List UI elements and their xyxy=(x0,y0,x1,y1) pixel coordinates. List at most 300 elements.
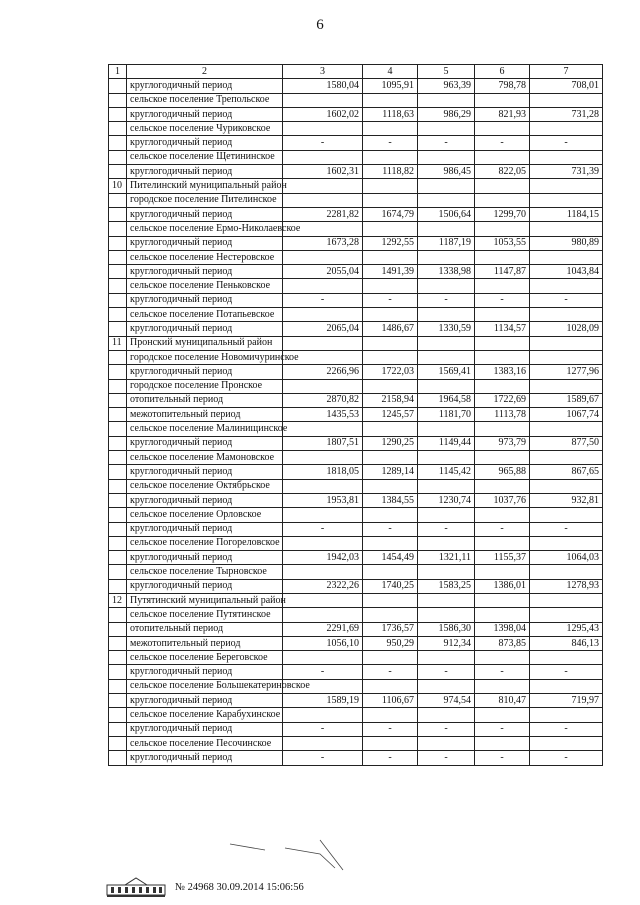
empty-cell xyxy=(283,179,363,193)
data-row xyxy=(109,551,603,565)
value-cell: 1299,70 xyxy=(475,207,530,221)
district-row xyxy=(109,336,603,350)
data-row xyxy=(109,165,603,179)
value-cell: - xyxy=(283,293,363,307)
data-row xyxy=(109,493,603,507)
value-cell: 1673,28 xyxy=(283,236,363,250)
value-cell: 1147,87 xyxy=(475,265,530,279)
period-label: круглогодичный период xyxy=(127,236,283,250)
value-cell: 1589,67 xyxy=(530,393,603,407)
period-label: круглогодичный период xyxy=(127,522,283,536)
value-cell: 2291,69 xyxy=(283,622,363,636)
index-cell xyxy=(109,651,127,665)
settlement-row xyxy=(109,536,603,550)
value-cell: 1067,74 xyxy=(530,408,603,422)
value-cell: 1321,11 xyxy=(418,551,475,565)
settlement-name: сельское поселение Потапьевское xyxy=(127,308,283,322)
district-name: Путятинский муниципальный район xyxy=(127,593,283,607)
period-label: круглогодичный период xyxy=(127,722,283,736)
index-cell xyxy=(109,694,127,708)
value-cell: 1807,51 xyxy=(283,436,363,450)
index-cell xyxy=(109,236,127,250)
empty-cell xyxy=(530,422,603,436)
settlement-name: сельское поселение Тырновское xyxy=(127,565,283,579)
empty-cell xyxy=(283,451,363,465)
value-cell: 980,89 xyxy=(530,236,603,250)
index-cell xyxy=(109,436,127,450)
data-row xyxy=(109,322,603,336)
empty-cell xyxy=(530,150,603,164)
empty-cell xyxy=(530,736,603,750)
empty-cell xyxy=(475,679,530,693)
value-cell: 1383,16 xyxy=(475,365,530,379)
value-cell: 1056,10 xyxy=(283,636,363,650)
settlement-name: сельское поселение Щетининское xyxy=(127,150,283,164)
empty-cell xyxy=(363,122,418,136)
settlement-name: сельское поселение Путятинское xyxy=(127,608,283,622)
value-cell: - xyxy=(283,722,363,736)
data-row xyxy=(109,107,603,121)
empty-cell xyxy=(530,708,603,722)
period-label: круглогодичный период xyxy=(127,551,283,565)
settlement-row xyxy=(109,350,603,364)
empty-cell xyxy=(418,350,475,364)
empty-cell xyxy=(363,508,418,522)
value-cell: 986,29 xyxy=(418,107,475,121)
value-cell: - xyxy=(363,665,418,679)
value-cell: 846,13 xyxy=(530,636,603,650)
period-label: круглогодичный период xyxy=(127,493,283,507)
value-cell: - xyxy=(418,136,475,150)
index-cell xyxy=(109,350,127,364)
empty-cell xyxy=(363,608,418,622)
index-cell xyxy=(109,636,127,650)
empty-cell xyxy=(363,679,418,693)
empty-cell xyxy=(475,150,530,164)
index-cell xyxy=(109,665,127,679)
value-cell: - xyxy=(363,136,418,150)
value-cell: 1028,09 xyxy=(530,322,603,336)
empty-cell xyxy=(530,608,603,622)
value-cell: 1184,15 xyxy=(530,207,603,221)
index-cell xyxy=(109,122,127,136)
value-cell: 873,85 xyxy=(475,636,530,650)
empty-cell xyxy=(283,608,363,622)
value-cell: 1118,82 xyxy=(363,165,418,179)
value-cell: 1043,84 xyxy=(530,265,603,279)
value-cell: 877,50 xyxy=(530,436,603,450)
value-cell: 1486,67 xyxy=(363,322,418,336)
empty-cell xyxy=(475,593,530,607)
settlement-row xyxy=(109,608,603,622)
index-cell xyxy=(109,93,127,107)
value-cell: - xyxy=(363,522,418,536)
value-cell: - xyxy=(418,722,475,736)
period-label: межотопительный период xyxy=(127,636,283,650)
empty-cell xyxy=(363,536,418,550)
empty-cell xyxy=(283,279,363,293)
index-cell xyxy=(109,751,127,765)
value-cell: 1187,19 xyxy=(418,236,475,250)
settlement-row xyxy=(109,250,603,264)
index-cell xyxy=(109,608,127,622)
empty-cell xyxy=(418,122,475,136)
value-cell: 932,81 xyxy=(530,493,603,507)
data-row xyxy=(109,136,603,150)
registration-footer xyxy=(105,876,304,898)
value-cell: - xyxy=(475,293,530,307)
value-cell: 1506,64 xyxy=(418,207,475,221)
value-cell: 1278,93 xyxy=(530,579,603,593)
value-cell: 2870,82 xyxy=(283,393,363,407)
value-cell: 965,88 xyxy=(475,465,530,479)
index-cell xyxy=(109,265,127,279)
empty-cell xyxy=(283,193,363,207)
value-cell: 2158,94 xyxy=(363,393,418,407)
empty-cell xyxy=(475,479,530,493)
index-cell xyxy=(109,193,127,207)
header-cell: 5 xyxy=(418,65,475,79)
empty-cell xyxy=(530,479,603,493)
index-cell xyxy=(109,136,127,150)
value-cell: 2281,82 xyxy=(283,207,363,221)
index-cell xyxy=(109,465,127,479)
empty-cell xyxy=(418,222,475,236)
empty-cell xyxy=(475,336,530,350)
period-label: круглогодичный период xyxy=(127,107,283,121)
settlement-name: сельское поселение Мамоновское xyxy=(127,451,283,465)
district-name: Пронский муниципальный район xyxy=(127,336,283,350)
data-row xyxy=(109,665,603,679)
settlement-name: сельское поселение Погореловское xyxy=(127,536,283,550)
empty-cell xyxy=(418,593,475,607)
settlement-name: сельское поселение Карабухинское xyxy=(127,708,283,722)
value-cell: - xyxy=(530,293,603,307)
empty-cell xyxy=(283,150,363,164)
empty-cell xyxy=(363,422,418,436)
empty-cell xyxy=(530,336,603,350)
settlement-name: сельское поселение Большекатериновское xyxy=(127,679,283,693)
district-row xyxy=(109,593,603,607)
table-body xyxy=(109,65,603,766)
empty-cell xyxy=(475,93,530,107)
value-cell: 1740,25 xyxy=(363,579,418,593)
empty-cell xyxy=(530,250,603,264)
value-cell: 798,78 xyxy=(475,79,530,93)
empty-cell xyxy=(283,565,363,579)
index-cell xyxy=(109,165,127,179)
data-row xyxy=(109,365,603,379)
index-cell xyxy=(109,479,127,493)
empty-cell xyxy=(283,93,363,107)
value-cell: 950,29 xyxy=(363,636,418,650)
value-cell: 1583,25 xyxy=(418,579,475,593)
empty-cell xyxy=(283,536,363,550)
empty-cell xyxy=(418,150,475,164)
header-cell: 7 xyxy=(530,65,603,79)
value-cell: - xyxy=(363,293,418,307)
data-row xyxy=(109,265,603,279)
empty-cell xyxy=(475,422,530,436)
empty-cell xyxy=(363,193,418,207)
data-row xyxy=(109,694,603,708)
value-cell: 1064,03 xyxy=(530,551,603,565)
period-label: круглогодичный период xyxy=(127,293,283,307)
period-label: круглогодичный период xyxy=(127,465,283,479)
value-cell: 1338,98 xyxy=(418,265,475,279)
settlement-name: сельское поселение Малинищинское xyxy=(127,422,283,436)
value-cell: 1037,76 xyxy=(475,493,530,507)
empty-cell xyxy=(475,565,530,579)
index-cell xyxy=(109,293,127,307)
value-cell: 1722,69 xyxy=(475,393,530,407)
value-cell: - xyxy=(475,722,530,736)
empty-cell xyxy=(530,222,603,236)
empty-cell xyxy=(475,250,530,264)
empty-cell xyxy=(475,122,530,136)
data-row xyxy=(109,236,603,250)
empty-cell xyxy=(475,350,530,364)
empty-cell xyxy=(530,379,603,393)
registration-number: № 24968 30.09.2014 15:06:56 xyxy=(175,881,304,893)
empty-cell xyxy=(283,336,363,350)
index-cell xyxy=(109,207,127,221)
settlement-row xyxy=(109,651,603,665)
settlement-name: сельское поселение Нестеровское xyxy=(127,250,283,264)
settlement-name: сельское поселение Песочинское xyxy=(127,736,283,750)
empty-cell xyxy=(363,451,418,465)
empty-cell xyxy=(475,536,530,550)
empty-cell xyxy=(418,451,475,465)
value-cell: 912,34 xyxy=(418,636,475,650)
period-label: круглогодичный период xyxy=(127,165,283,179)
value-cell: 1277,96 xyxy=(530,365,603,379)
empty-cell xyxy=(418,708,475,722)
index-cell xyxy=(109,522,127,536)
settlement-row xyxy=(109,308,603,322)
empty-cell xyxy=(530,308,603,322)
value-cell: - xyxy=(475,665,530,679)
settlement-name: сельское поселение Пеньковское xyxy=(127,279,283,293)
settlement-name: сельское поселение Береговское xyxy=(127,651,283,665)
index-cell xyxy=(109,250,127,264)
empty-cell xyxy=(530,679,603,693)
value-cell: 1589,19 xyxy=(283,694,363,708)
index-cell xyxy=(109,79,127,93)
empty-cell xyxy=(363,336,418,350)
empty-cell xyxy=(418,250,475,264)
empty-cell xyxy=(363,736,418,750)
empty-cell xyxy=(530,593,603,607)
value-cell: 1953,81 xyxy=(283,493,363,507)
settlement-name: сельское поселение Октябрьское xyxy=(127,479,283,493)
empty-cell xyxy=(418,536,475,550)
index-cell xyxy=(109,679,127,693)
data-row xyxy=(109,622,603,636)
value-cell: 1580,04 xyxy=(283,79,363,93)
empty-cell xyxy=(530,179,603,193)
value-cell: 1149,44 xyxy=(418,436,475,450)
settlement-row xyxy=(109,565,603,579)
period-label: межотопительный период xyxy=(127,408,283,422)
index-cell xyxy=(109,579,127,593)
value-cell: 1491,39 xyxy=(363,265,418,279)
district-name: Пителинский муниципальный район xyxy=(127,179,283,193)
value-cell: 1586,30 xyxy=(418,622,475,636)
value-cell: 822,05 xyxy=(475,165,530,179)
value-cell: 2322,26 xyxy=(283,579,363,593)
header-cell: 4 xyxy=(363,65,418,79)
index-cell xyxy=(109,408,127,422)
value-cell: 1134,57 xyxy=(475,322,530,336)
value-cell: 1602,31 xyxy=(283,165,363,179)
value-cell: - xyxy=(418,665,475,679)
settlement-name: сельское поселение Трепольское xyxy=(127,93,283,107)
value-cell: - xyxy=(418,751,475,765)
header-cell: 3 xyxy=(283,65,363,79)
data-row xyxy=(109,579,603,593)
index-cell xyxy=(109,107,127,121)
value-cell: 1942,03 xyxy=(283,551,363,565)
value-cell: 731,28 xyxy=(530,107,603,121)
government-building-icon xyxy=(105,876,167,898)
header-row xyxy=(109,65,603,79)
empty-cell xyxy=(418,279,475,293)
empty-cell xyxy=(283,508,363,522)
value-cell: - xyxy=(475,522,530,536)
value-cell: - xyxy=(363,751,418,765)
data-row xyxy=(109,522,603,536)
index-cell xyxy=(109,222,127,236)
index-cell xyxy=(109,551,127,565)
value-cell: 963,39 xyxy=(418,79,475,93)
index-cell xyxy=(109,379,127,393)
index-cell xyxy=(109,422,127,436)
value-cell: 731,39 xyxy=(530,165,603,179)
empty-cell xyxy=(418,736,475,750)
value-cell: 1569,41 xyxy=(418,365,475,379)
value-cell: 1674,79 xyxy=(363,207,418,221)
value-cell: - xyxy=(530,522,603,536)
value-cell: 1095,91 xyxy=(363,79,418,93)
empty-cell xyxy=(283,308,363,322)
settlement-name: сельское поселение Орловское xyxy=(127,508,283,522)
value-cell: 867,65 xyxy=(530,465,603,479)
index-cell: 12 xyxy=(109,593,127,607)
data-row xyxy=(109,751,603,765)
empty-cell xyxy=(475,179,530,193)
empty-cell xyxy=(418,379,475,393)
data-row xyxy=(109,79,603,93)
empty-cell xyxy=(530,508,603,522)
period-label: круглогодичный период xyxy=(127,751,283,765)
empty-cell xyxy=(418,508,475,522)
index-cell xyxy=(109,622,127,636)
value-cell: 1145,42 xyxy=(418,465,475,479)
period-label: круглогодичный период xyxy=(127,365,283,379)
value-cell: 719,97 xyxy=(530,694,603,708)
tariff-table xyxy=(108,64,603,766)
settlement-name: сельское поселение Чуриковское xyxy=(127,122,283,136)
period-label: круглогодичный период xyxy=(127,579,283,593)
empty-cell xyxy=(363,593,418,607)
empty-cell xyxy=(475,308,530,322)
settlement-row xyxy=(109,451,603,465)
value-cell: 1181,70 xyxy=(418,408,475,422)
settlement-row xyxy=(109,379,603,393)
value-cell: 708,01 xyxy=(530,79,603,93)
index-cell xyxy=(109,708,127,722)
value-cell: 1435,53 xyxy=(283,408,363,422)
empty-cell xyxy=(363,179,418,193)
empty-cell xyxy=(283,708,363,722)
value-cell: 1290,25 xyxy=(363,436,418,450)
index-cell xyxy=(109,393,127,407)
data-row xyxy=(109,722,603,736)
index-cell xyxy=(109,451,127,465)
data-row xyxy=(109,436,603,450)
value-cell: 1602,02 xyxy=(283,107,363,121)
page-number: 6 xyxy=(316,17,324,33)
empty-cell xyxy=(418,679,475,693)
value-cell: 1230,74 xyxy=(418,493,475,507)
header-cell: 2 xyxy=(127,65,283,79)
empty-cell xyxy=(418,193,475,207)
value-cell: - xyxy=(530,136,603,150)
header-cell: 6 xyxy=(475,65,530,79)
index-cell xyxy=(109,322,127,336)
empty-cell xyxy=(363,379,418,393)
signature-scribble-icon xyxy=(225,838,355,878)
empty-cell xyxy=(363,150,418,164)
empty-cell xyxy=(283,122,363,136)
value-cell: - xyxy=(530,665,603,679)
empty-cell xyxy=(363,222,418,236)
index-cell xyxy=(109,493,127,507)
settlement-name: городское поселение Пронское xyxy=(127,379,283,393)
empty-cell xyxy=(418,179,475,193)
index-cell: 11 xyxy=(109,336,127,350)
empty-cell xyxy=(475,608,530,622)
settlement-row xyxy=(109,279,603,293)
period-label: круглогодичный период xyxy=(127,79,283,93)
settlement-row xyxy=(109,93,603,107)
empty-cell xyxy=(475,193,530,207)
value-cell: 1289,14 xyxy=(363,465,418,479)
empty-cell xyxy=(530,193,603,207)
settlement-name: сельское поселение Ермо-Николаевское xyxy=(127,222,283,236)
data-row xyxy=(109,408,603,422)
value-cell: 1292,55 xyxy=(363,236,418,250)
empty-cell xyxy=(530,122,603,136)
empty-cell xyxy=(283,593,363,607)
period-label: отопительный период xyxy=(127,622,283,636)
settlement-row xyxy=(109,736,603,750)
empty-cell xyxy=(418,422,475,436)
settlement-row xyxy=(109,122,603,136)
value-cell: - xyxy=(283,136,363,150)
header-cell: 1 xyxy=(109,65,127,79)
empty-cell xyxy=(363,250,418,264)
empty-cell xyxy=(530,651,603,665)
value-cell: 1155,37 xyxy=(475,551,530,565)
empty-cell xyxy=(475,379,530,393)
index-cell xyxy=(109,279,127,293)
value-cell: - xyxy=(418,293,475,307)
empty-cell xyxy=(363,479,418,493)
empty-cell xyxy=(475,451,530,465)
settlement-row xyxy=(109,708,603,722)
